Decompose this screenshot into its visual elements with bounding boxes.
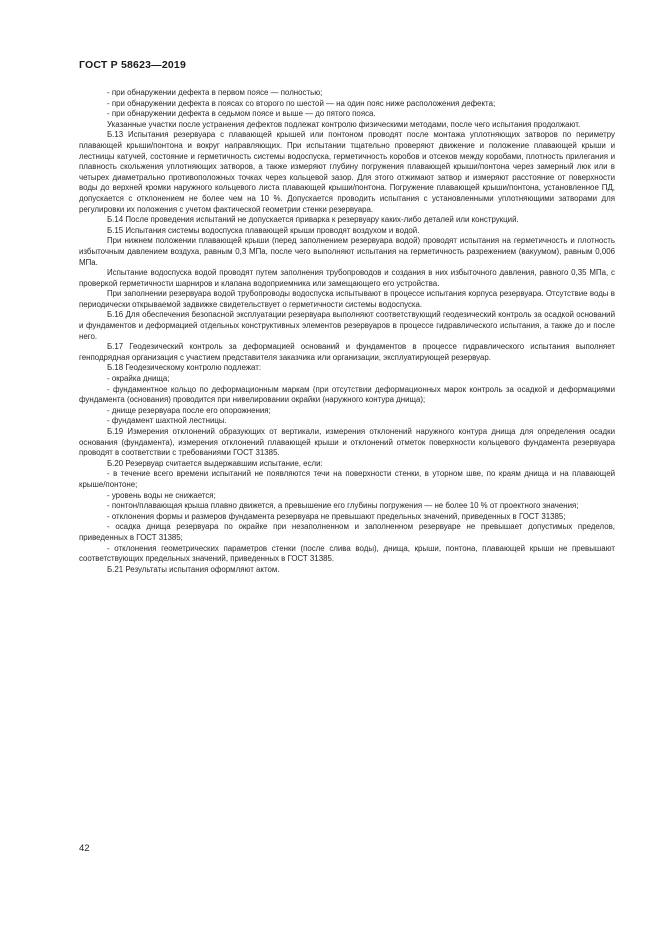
paragraph: - днище резервуара после его опорожнения; — [107, 405, 271, 415]
paragraph: Б.21 Результаты испытания оформляют актом. — [107, 564, 280, 574]
paragraph: Б.19 Измерения отклонений образующих от вертикали, измерения отклонений наружного контура днища для определения осадки основания (фундамента), измерения отклонений плавающей крыши и отклонений отметок поверхности кольцевого фундамента резервуара проводят в соответствии с требованиями ГОСТ 31385. — [79, 427, 615, 458]
paragraph: При заполнении резервуара водой трубопроводы водоспуска испытывают в процессе испытания корпуса резервуара. Отсутствие воды в периодически открываемой задвижке свидетельствует о герметичности системы водоспуска. — [79, 289, 615, 309]
document-header: ГОСТ Р 58623—2019 — [79, 59, 187, 71]
paragraph: Б.14 После проведения испытаний не допускается приварка к резервуару каких-либо деталей или конструкций. — [107, 215, 519, 225]
paragraph: - фундаментное кольцо по деформационным маркам (при отсутствии деформационных марок контроль за осадкой и деформациями фундамента (основания) проводится при нивелировании окрайки (наружного контура днища); — [79, 384, 615, 405]
paragraph: Б.15 Испытания системы водоспуска плавающей крыши проводят воздухом и водой. — [107, 225, 420, 235]
paragraph: - в течение всего времени испытаний не появляются течи на поверхности стенки, в уторном шве, по краям днища и на плавающей крыше/понтоне; — [79, 469, 615, 489]
paragraph: Б.17 Геодезический контроль за деформацией оснований и фундаментов в процессе гидравлического испытания выполняет генподрядная организация с участием представителя заказчика или организации, эксплуатирующей резервуар. — [79, 342, 615, 362]
paragraph: - отклонения геометрических параметров стенки (после слива воды), днища, крыши, понтона, плавающей крыши не превышают соответствующих предельных значений, приведенных в ГОСТ 31385. — [79, 543, 615, 564]
paragraph: Б.18 Геодезическому контролю подлежат: — [107, 363, 262, 373]
paragraph: - осадка днища резервуара по окрайке при незаполненном и заполненном резервуаре не превышает допустимых пределов, приведенных в ГОСТ 31385; — [79, 522, 615, 542]
paragraph: При нижнем положении плавающей крыши (перед заполнением резервуара водой) проводят испытания на герметичность и плотность избыточным давлением воздуха, равным 0,3 МПа, после чего выполняют испытания на герметичность разрежением (вакуумом), равным 0,006 МПа. — [79, 236, 615, 267]
paragraph: - окрайка днища; — [107, 374, 170, 384]
paragraph: Б.16 Для обеспечения безопасной эксплуатации резервуара выполняют соответствующий геодезический контроль за осадкой оснований и фундаментов и деформацией отдельных конструктивных элементов резервуаров в процессе гидравлического испытания, а также до и после него. — [79, 310, 615, 341]
paragraph: Указанные участки после устранения дефектов подлежат контролю физическими методами, после чего испытания продолжают. — [107, 119, 581, 129]
paragraph: - при обнаружении дефекта в поясах со второго по шестой — на один пояс ниже расположения дефекта; — [107, 98, 496, 108]
paragraph: Б.13 Испытания резервуара с плавающей крышей или понтоном проводят после монтажа уплотняющих затворов по периметру плавающей крыши/понтона и вокруг направляющих. При испытании тщательно проверяют движение и положение плавающей крыши и лестницы катучей, состояние и герметичность системы водоспуска, герметичность коробов и отсеков между коробами, плотность прилегания и плавность скольжения уплотняющих затворов, а также измеряют глубину погружения плавающей крыши/понтона через замерный люк или в четырех диаметрально противоположных точках через кольцевой зазор. Для этого отжимают затвор и измеряют расстояние от поверхности воды до верхней кромки наружного кольцевого листа плавающей крыши/понтона. Погружение плавающей крыши/понтона, установленное ПД, допускается с отклонением не более чем на 10 %. Допускается проводить испытания с установленными уплотняющими затворами для регулировки их положения с учетом фактической геометрии стенки резервуара. — [79, 130, 615, 214]
paragraph: - отклонения формы и размеров фундамента резервуара не превышают предельных значений, приведенных в ГОСТ 31385; — [107, 511, 566, 521]
paragraph: - при обнаружении дефекта в седьмом поясе и выше — до пятого пояса. — [107, 109, 376, 119]
paragraph: Б.20 Резервуар считается выдержавшим испытание, если: — [107, 458, 323, 468]
paragraph: - понтон/плавающая крыша плавно движется, а превышение его глубины погружения — не более 10 % от проектного значения; — [107, 501, 579, 511]
page-number: 42 — [79, 843, 90, 854]
paragraph: - фундамент шахтной лестницы. — [107, 416, 227, 426]
document-body — [79, 88, 615, 575]
paragraph: Испытание водоспуска водой проводят путем заполнения трубопроводов и создания в них избыточного давления, равного 0,35 МПа, с проверкой герметичности шарниров и клапана водоприемника или замещающего его устройства. — [79, 268, 615, 288]
paragraph: - уровень воды не снижается; — [107, 490, 216, 500]
paragraph: - при обнаружении дефекта в первом поясе — полностью; — [107, 88, 323, 97]
